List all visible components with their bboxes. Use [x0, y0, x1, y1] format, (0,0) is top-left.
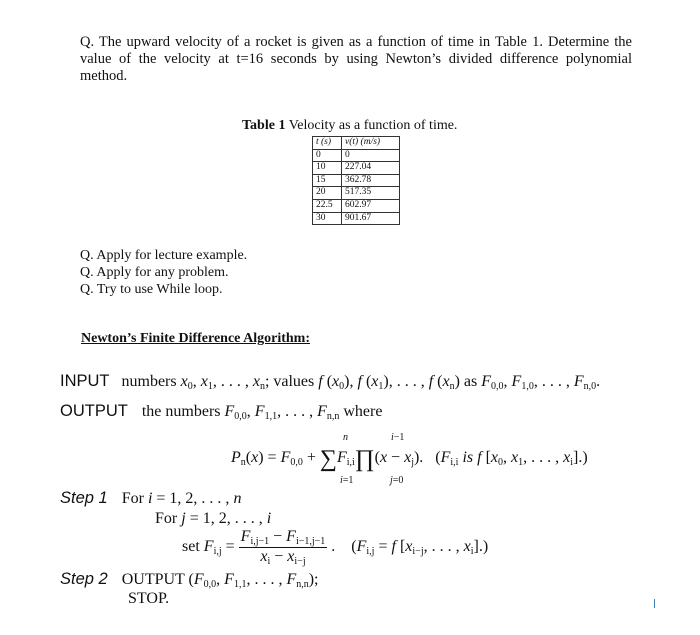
- table-caption-label: Table 1: [242, 118, 286, 133]
- table-header-velocity: v(t) (m/s): [342, 137, 400, 150]
- table-row: [313, 149, 400, 162]
- table-cell-time: 22.5: [313, 199, 342, 212]
- step1-line: Step 1 For i = 1, 2, . . . , n: [60, 489, 242, 507]
- question-item: Q. Apply for any problem.: [80, 265, 229, 280]
- output-label: OUTPUT: [60, 402, 128, 420]
- table-cell-time: 30: [313, 212, 342, 225]
- table-row: [313, 174, 400, 187]
- table-cell-time: 0: [313, 149, 342, 162]
- algorithm-output-line: OUTPUT the numbers $F_{0,0}$, $F_{1,1}$, . . . , $F_{n,n}$ where: [60, 402, 383, 422]
- step2-line: Step 2 OUTPUT ($F_{0,0}$, $F_{1,1}$, . . . , $F_{n,n}$);: [60, 570, 319, 590]
- divided-difference-fraction: $\frac{F_{i,j-1} - F_{i-1,j-1}}{x_i - x_{i-j}}$: [240, 528, 326, 567]
- table-cell-time: 15: [313, 174, 342, 187]
- text-cursor: [654, 599, 655, 608]
- question-item: Q. Apply for lecture example.: [80, 248, 248, 263]
- table-header-row: [313, 137, 400, 150]
- step1-inner-loop: For j = 1, 2, . . . , i: [155, 510, 272, 527]
- table-caption-text: Velocity as a function of time.: [288, 118, 458, 133]
- table-cell-velocity: 227.04: [342, 162, 400, 175]
- table-cell-velocity: 362.78: [342, 174, 400, 187]
- question-item: Q. Try to use While loop.: [80, 282, 223, 297]
- question-paragraph: Q. The upward velocity of a rocket is given as a function of time in Table 1. Determine the value of the velocity at t=16 seconds by using Newton’s divided difference polynomial method.: [80, 34, 632, 84]
- algorithm-title: Newton’s Finite Difference Algorithm:: [81, 331, 310, 346]
- table-row: [313, 187, 400, 200]
- table-cell-time: 10: [313, 162, 342, 175]
- table-header-time: t (s): [313, 137, 342, 150]
- step1-label: Step 1: [60, 489, 108, 507]
- sum-upper-limit: n: [343, 432, 348, 443]
- table-row: [313, 212, 400, 225]
- product-lower-limit: j=0: [390, 475, 404, 486]
- stop-text: STOP.: [128, 590, 170, 607]
- velocity-table: [312, 136, 400, 225]
- table-cell-velocity: 602.97: [342, 199, 400, 212]
- algorithm-input-line: INPUT numbers $x_0$, $x_1$, . . . , $x_n$; values f $(x_0)$, f $(x_1)$, . . . , f $(x_n)$ as $F_{0,0}$, $F_{1,0}$, . . . , $F_{n,0}$.: [60, 372, 601, 392]
- sum-lower-limit: i=1: [340, 475, 354, 486]
- table-cell-velocity: 517.35: [342, 187, 400, 200]
- table-cell-velocity: 0: [342, 149, 400, 162]
- table-caption: [242, 118, 457, 134]
- polynomial-formula: $P_n(x) = F_{0,0}$ + $\sum F_{i,i}\prod(x - x_j)$. ($F_{i,i}$ is f [$x_0$, $x_1$, . . . , $x_i$].): [231, 446, 588, 472]
- set-formula: set $F_{i,j}$ = $\frac{F_{i,j-1} - F_{i-1,j-1}}{x_i - x_{i-j}}$ . ($F_{i,j} = f$ [$x_{i-j}$, . . . , $x_i$].): [182, 528, 489, 567]
- table-row: [313, 162, 400, 175]
- table-cell-velocity: 901.67: [342, 212, 400, 225]
- table-row: [313, 199, 400, 212]
- table-cell-time: 20: [313, 187, 342, 200]
- product-upper-limit: i−1: [391, 432, 405, 443]
- step2-label: Step 2: [60, 570, 108, 588]
- input-label: INPUT: [60, 372, 110, 390]
